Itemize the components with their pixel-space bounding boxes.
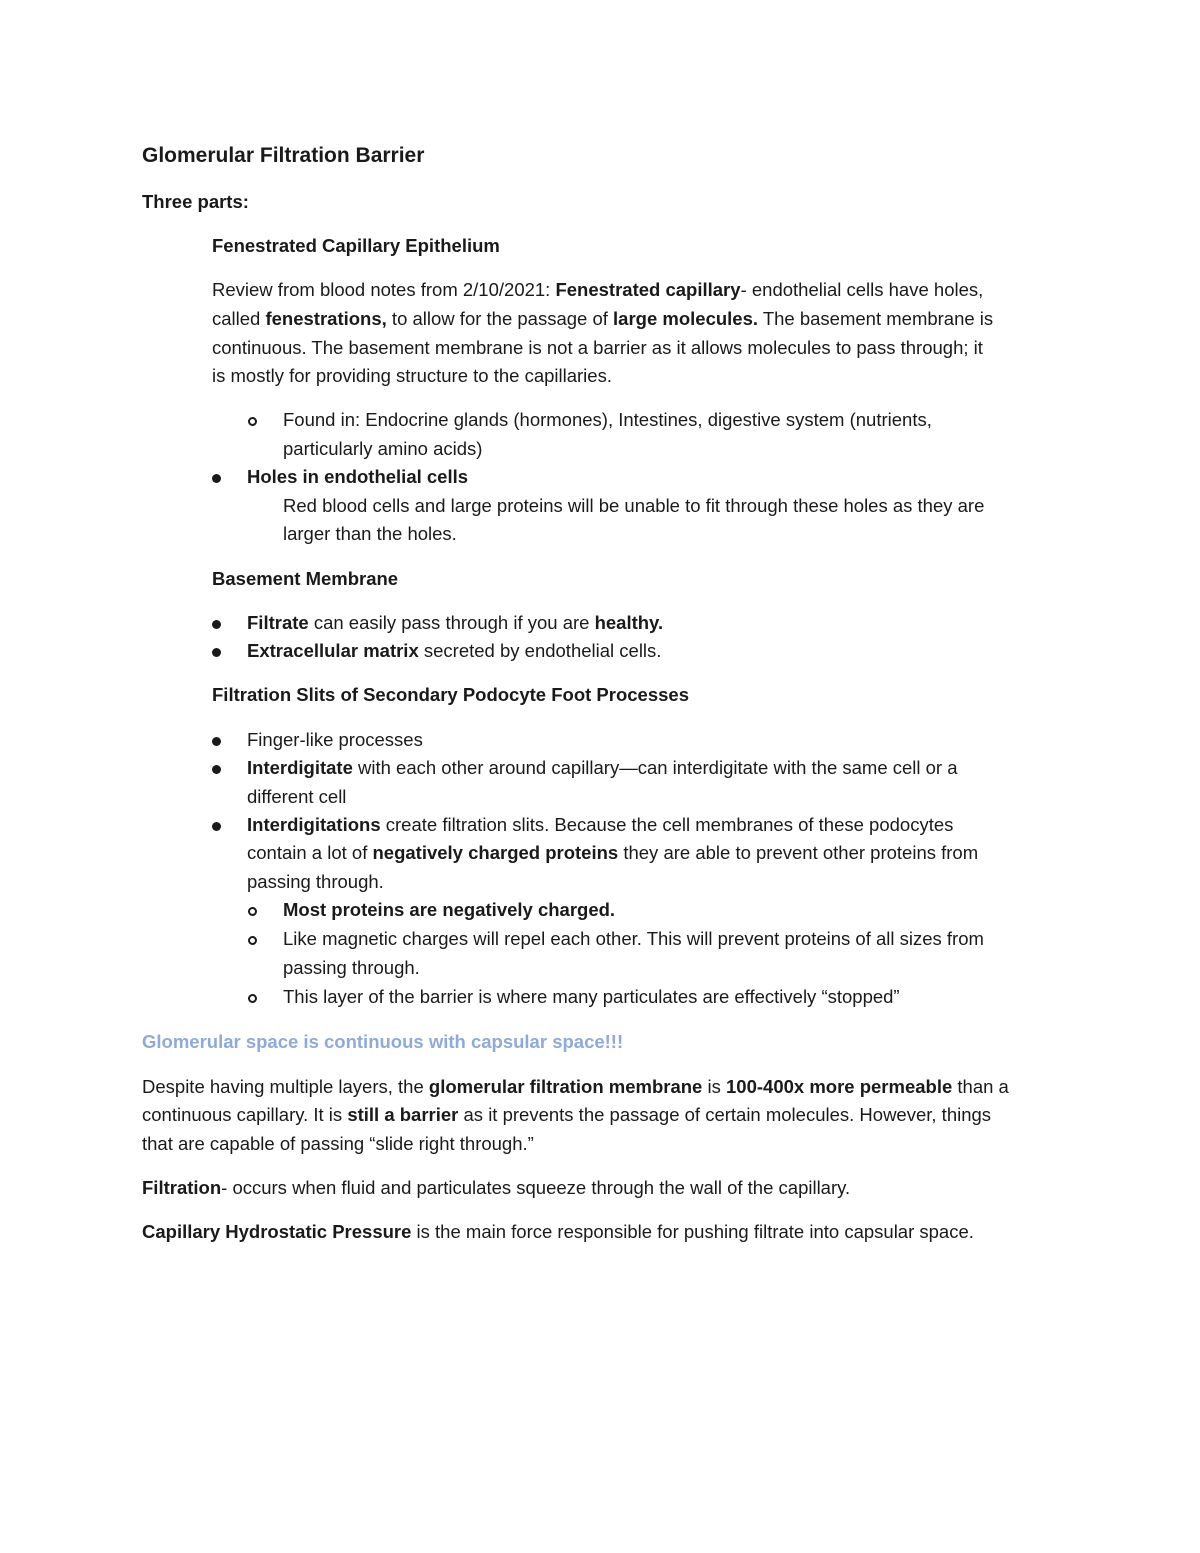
text-span: is — [702, 1076, 726, 1097]
bold-term: 100-400x more permeable — [726, 1076, 953, 1097]
circle-bullet-icon — [248, 936, 257, 945]
text-span: can easily pass through if you are — [308, 612, 595, 633]
slits-sub-3: This layer of the barrier is where many particulates are effectively “stopped” — [283, 986, 900, 1007]
bold-term: Capillary Hydrostatic Pressure — [142, 1221, 412, 1242]
slits-sub-2-line-1: Like magnetic charges will repel each other. This will prevent proteins of all sizes from — [283, 928, 984, 949]
bold-term: still a barrier — [347, 1104, 459, 1125]
circle-bullet-icon — [248, 994, 257, 1003]
text-span: is the main force responsible for pushing filtrate into capsular space. — [411, 1221, 974, 1242]
text-span: contain a lot of — [247, 842, 373, 863]
text-span: as it prevents the passage of certain molecules. However, things — [458, 1104, 992, 1125]
text-span: secreted by endothelial cells. — [418, 640, 662, 661]
bullet-icon — [212, 620, 221, 629]
slits-sub-2-line-2: passing through. — [283, 957, 420, 978]
despite-line-1 — [142, 1073, 1009, 1101]
found-in-line-1: Found in: Endocrine glands (hormones), Intestines, digestive system (nutrients, — [283, 409, 932, 430]
bold-term: Interdigitations — [247, 814, 381, 835]
slits-bullet-3-line-3: passing through. — [247, 871, 384, 892]
text-span: than a — [952, 1076, 1009, 1097]
filtration-definition — [142, 1174, 850, 1202]
text-span: called — [212, 308, 266, 329]
text-span: Despite having multiple layers, the — [142, 1076, 429, 1097]
holes-line-2: larger than the holes. — [283, 523, 457, 544]
bullet-icon — [212, 474, 221, 483]
intro-line: Three parts: — [142, 191, 249, 212]
text-span: - endothelial cells have holes, — [740, 279, 984, 300]
bold-term: Fenestrated capillary — [555, 279, 741, 300]
bold-term: Interdigitate — [247, 757, 353, 778]
basement-bullet-1 — [247, 609, 663, 637]
bullet-icon — [212, 737, 221, 746]
heading-basement: Basement Membrane — [212, 568, 399, 589]
fen-paragraph-line-3: continuous. The basement membrane is not a barrier as it allows molecules to pass through; it — [212, 337, 983, 358]
text-span: The basement membrane is — [758, 308, 994, 329]
slits-bullet-3-line-2 — [247, 839, 978, 867]
fen-paragraph-line-4: is mostly for providing structure to the capillaries. — [212, 365, 612, 386]
page-title: Glomerular Filtration Barrier — [142, 144, 425, 167]
circle-bullet-icon — [248, 907, 257, 916]
fen-paragraph-line-1 — [212, 276, 983, 304]
bullet-icon — [212, 765, 221, 774]
basement-bullet-2 — [247, 637, 661, 665]
pressure-definition — [142, 1218, 974, 1246]
slits-bullet-1: Finger-like processes — [247, 729, 423, 750]
found-in-line-2: particularly amino acids) — [283, 438, 483, 459]
holes-title: Holes in endothelial cells — [247, 466, 469, 487]
text-span: they are able to prevent other proteins from — [618, 842, 979, 863]
slits-bullet-2-line-2: different cell — [247, 786, 347, 807]
bold-term: fenestrations, — [265, 308, 387, 329]
bold-term: negatively charged proteins — [372, 842, 619, 863]
holes-line-1: Red blood cells and large proteins will be unable to fit through these holes as they are — [283, 495, 985, 516]
despite-line-2 — [142, 1101, 991, 1129]
heading-filtration-slits: Filtration Slits of Secondary Podocyte Foot Processes — [212, 684, 689, 705]
slits-bullet-2-line-1 — [247, 754, 958, 782]
bold-term: Filtrate — [247, 612, 309, 633]
highlight-statement: Glomerular space is continuous with capsular space!!! — [142, 1031, 624, 1052]
bold-term: glomerular filtration membrane — [428, 1076, 703, 1097]
bold-term: large molecules. — [613, 308, 759, 329]
text-span: Review from blood notes from 2/10/2021: — [212, 279, 556, 300]
bullet-icon — [212, 648, 221, 657]
text-span: to allow for the passage of — [386, 308, 614, 329]
text-span: create filtration slits. Because the cell membranes of these podocytes — [380, 814, 954, 835]
bullet-icon — [212, 822, 221, 831]
heading-fenestrated: Fenestrated Capillary Epithelium — [212, 235, 500, 256]
bold-term: Extracellular matrix — [247, 640, 419, 661]
text-span: with each other around capillary—can interdigitate with the same cell or a — [352, 757, 958, 778]
text-span: continuous capillary. It is — [142, 1104, 348, 1125]
bold-term: Filtration — [142, 1177, 222, 1198]
despite-line-3: that are capable of passing “slide right through.” — [142, 1133, 534, 1154]
text-span: - occurs when fluid and particulates squeeze through the wall of the capillary. — [221, 1177, 851, 1198]
slits-sub-1: Most proteins are negatively charged. — [283, 899, 616, 920]
fen-paragraph-line-2 — [212, 305, 993, 333]
bold-term: healthy. — [594, 612, 664, 633]
slits-bullet-3-line-1 — [247, 811, 953, 839]
circle-bullet-icon — [248, 417, 257, 426]
